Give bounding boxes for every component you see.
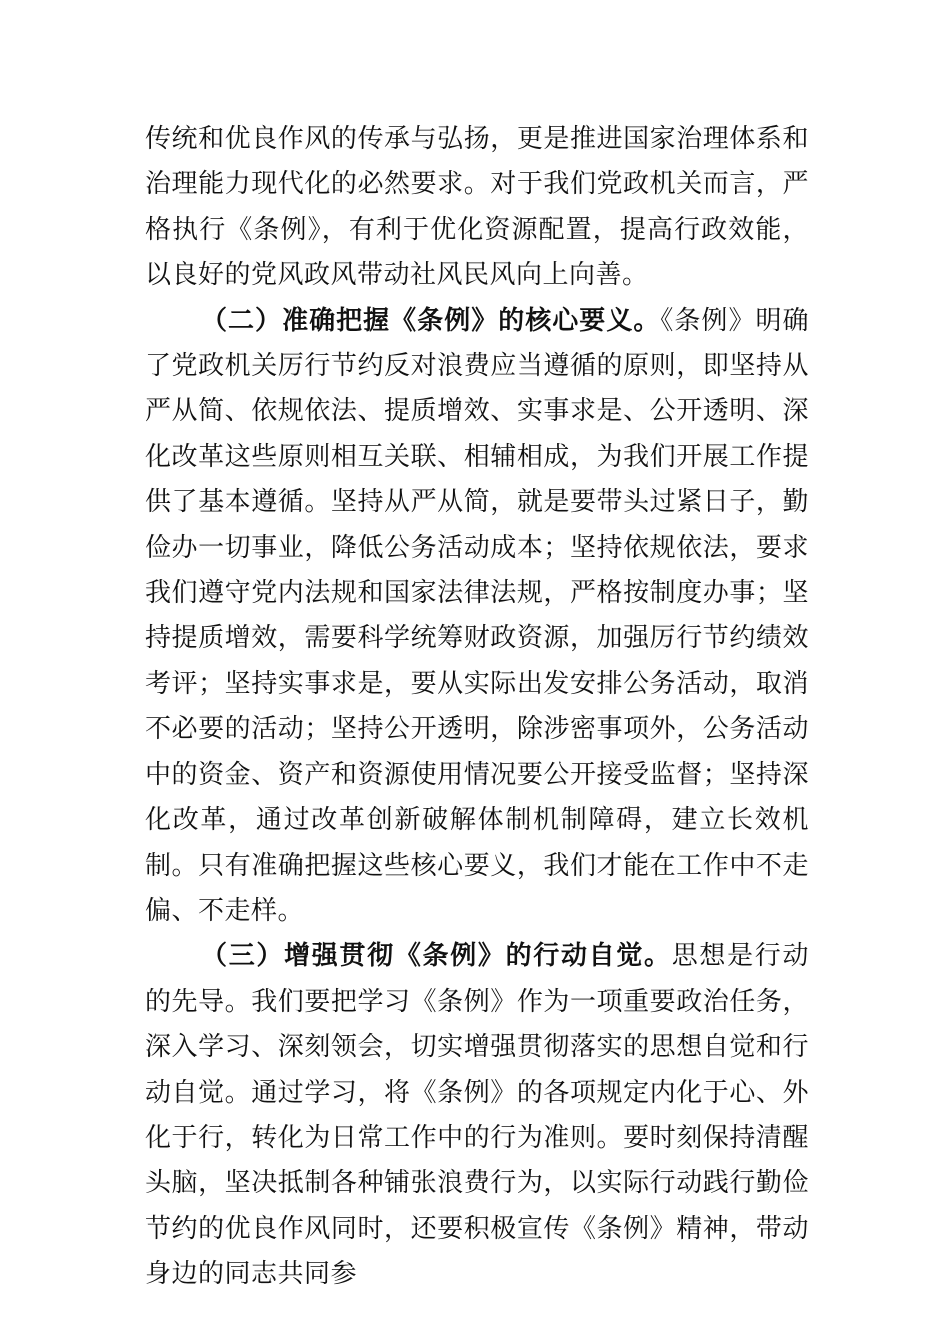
paragraph-section-3 <box>145 934 809 1297</box>
document-page <box>145 117 809 1298</box>
section-heading: （三）增强贯彻《条例》的行动自觉。 <box>201 941 672 972</box>
paragraph-continuation <box>145 117 809 299</box>
section-heading: （二）准确把握《条例》的核心要义。 <box>201 305 661 336</box>
paragraph-section-2 <box>145 299 809 935</box>
paragraph-text: 《条例》明确了党政机关厉行节约反对浪费应当遵循的原则，即坚持从严从简、依规依法、提质增效、实事求是、公开透明、深化改革这些原则相互关联、相辅相成，为我们开展工作提供了基本遵循。坚持从严从简，就是要带头过紧日子，勤俭办一切事业，降低公务活动成本；坚持依规依法，要求我们遵守党内法规和国家法律法规，严格按制度办事；坚持提质增效，需要科学统筹财政资源，加强厉行节约绩效考评；坚持实事求是，要从实际出发安排公务活动，取消不必要的活动；坚持公开透明，除涉密事项外，公务活动中的资金、资产和资源使用情况要公开接受监督；坚持深化改革，通过改革创新破解体制机制障碍，建立长效机制。只有准确把握这些核心要义，我们才能在工作中不走偏、不走样。 <box>145 305 809 926</box>
paragraph-text: 思想是行动的先导。我们要把学习《条例》作为一项重要政治任务，深入学习、深刻领会，切实增强贯彻落实的思想自觉和行动自觉。通过学习，将《条例》的各项规定内化于心、外化于行，转化为日常工作中的行为准则。要时刻保持清醒头脑，坚决抵制各种铺张浪费行为，以实际行动践行勤俭节约的优良作风同时，还要积极宣传《条例》精神，带动身边的同志共同参 <box>145 941 809 1290</box>
paragraph-text: 传统和优良作风的传承与弘扬，更是推进国家治理体系和治理能力现代化的必然要求。对于我们党政机关而言，严格执行《条例》，有利于优化资源配置，提高行政效能，以良好的党风政风带动社风民风向上向善。 <box>145 124 809 291</box>
